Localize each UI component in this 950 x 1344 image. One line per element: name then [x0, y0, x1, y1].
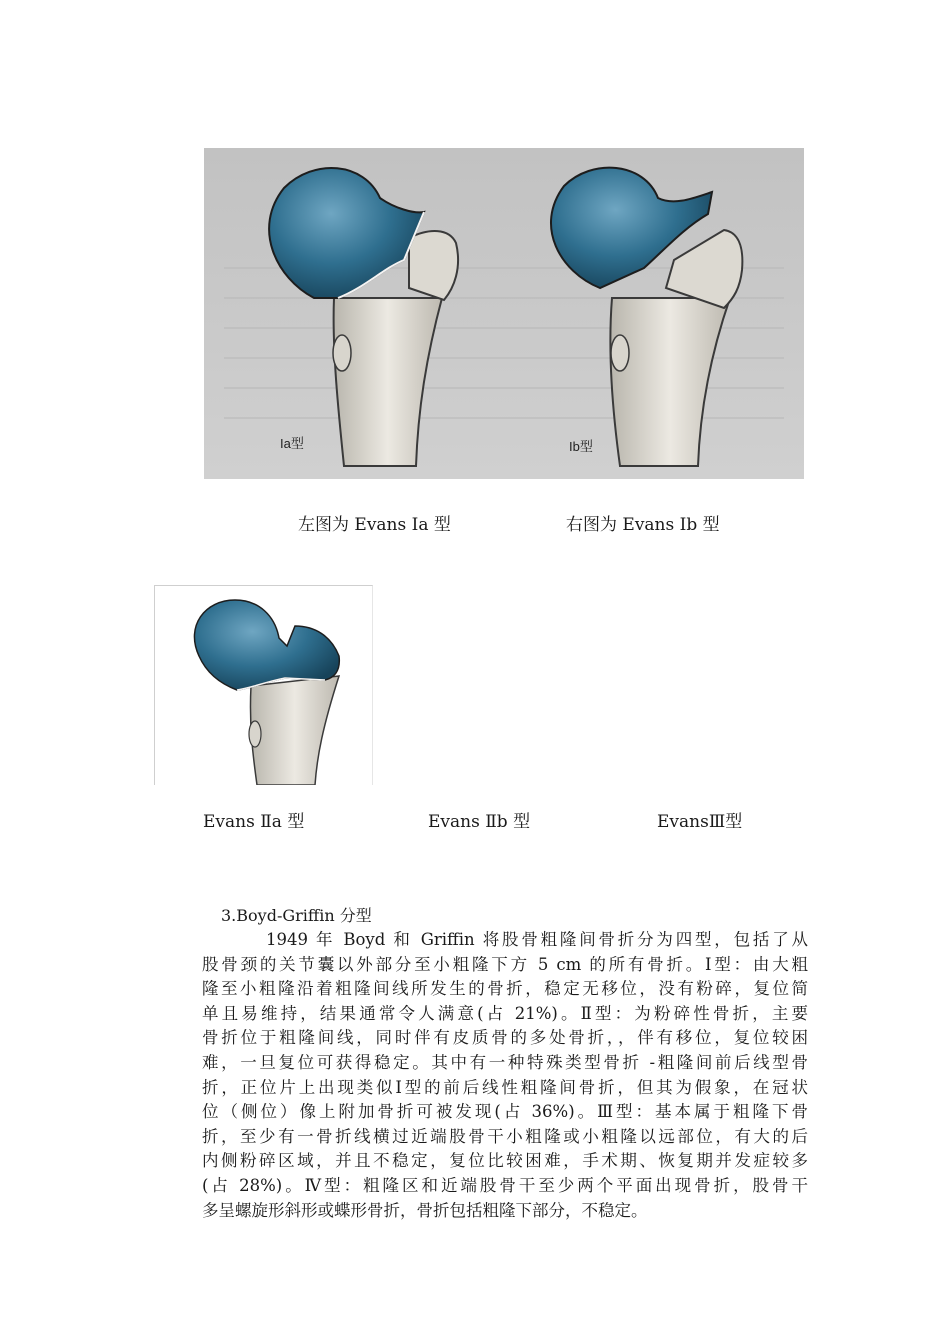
figure-label-ia: Ia型 — [280, 436, 304, 451]
figure-label-ib: Ib型 — [569, 439, 593, 454]
paragraph-line: (占 28%)。Ⅳ型：粗隆区和近端股骨干至少两个平面出现骨折，股骨干 — [202, 1175, 808, 1195]
paragraph-line: 位（侧位）像上附加骨折可被发现(占 36%)。Ⅲ型：基本属于粗隆下骨 — [202, 1102, 808, 1122]
paragraph-line: 内侧粉碎区域，并且不稳定，复位比较困难，手术期、恢复期并发症较多 — [202, 1151, 808, 1171]
paragraph-line: 1949 年 Boyd 和 Griffin 将股骨粗隆间骨折分为四型，包括了从 — [266, 930, 808, 949]
paragraph-line: 多呈螺旋形斜形或蝶形骨折，骨折包括粗隆下部分，不稳定。 — [202, 1200, 648, 1220]
caption-evans-ia: 左图为 Evans Ⅰa 型 — [298, 515, 451, 535]
caption-evans-iii: EvansⅢ型 — [657, 812, 743, 832]
paragraph-line: 难，一旦复位可获得稳定。其中有一种特殊类型骨折 -粗隆间前后线型骨 — [202, 1052, 808, 1072]
paragraph-line: 折，正位片上出现类似Ⅰ型的前后线性粗隆间骨折，但其为假象，在冠状 — [202, 1077, 808, 1097]
paragraph-line: 股骨颈的关节囊以外部分至小粗隆下方 5 cm 的所有骨折。Ⅰ型：由大粗 — [202, 954, 808, 974]
evans-type-one-figure — [204, 148, 804, 479]
caption-evans-iib: Evans Ⅱb 型 — [428, 812, 531, 832]
paragraph-line: 隆至小粗隆沿着粗隆间线所发生的骨折，稳定无移位，没有粉碎，复位简 — [202, 979, 808, 999]
paragraph-line: 折，至少有一骨折线横过近端股骨干小粗隆或小粗隆以远部位，有大的后 — [202, 1126, 808, 1146]
section-heading: 3.Boyd-Griffin 分型 — [221, 906, 372, 925]
caption-evans-ib: 右图为 Evans Ⅰb 型 — [566, 515, 720, 535]
evans-type-two-a-figure — [154, 585, 373, 785]
boyd-griffin-paragraph — [202, 928, 808, 1223]
paragraph-line: 骨折位于粗隆间线，同时伴有皮质骨的多处骨折，，伴有移位，复位较困 — [202, 1028, 808, 1048]
paragraph-line: 单且易维持，结果通常令人满意(占 21%)。Ⅱ型：为粉碎性骨折，主要 — [202, 1003, 808, 1023]
caption-evans-iia: Evans Ⅱa 型 — [203, 812, 305, 832]
